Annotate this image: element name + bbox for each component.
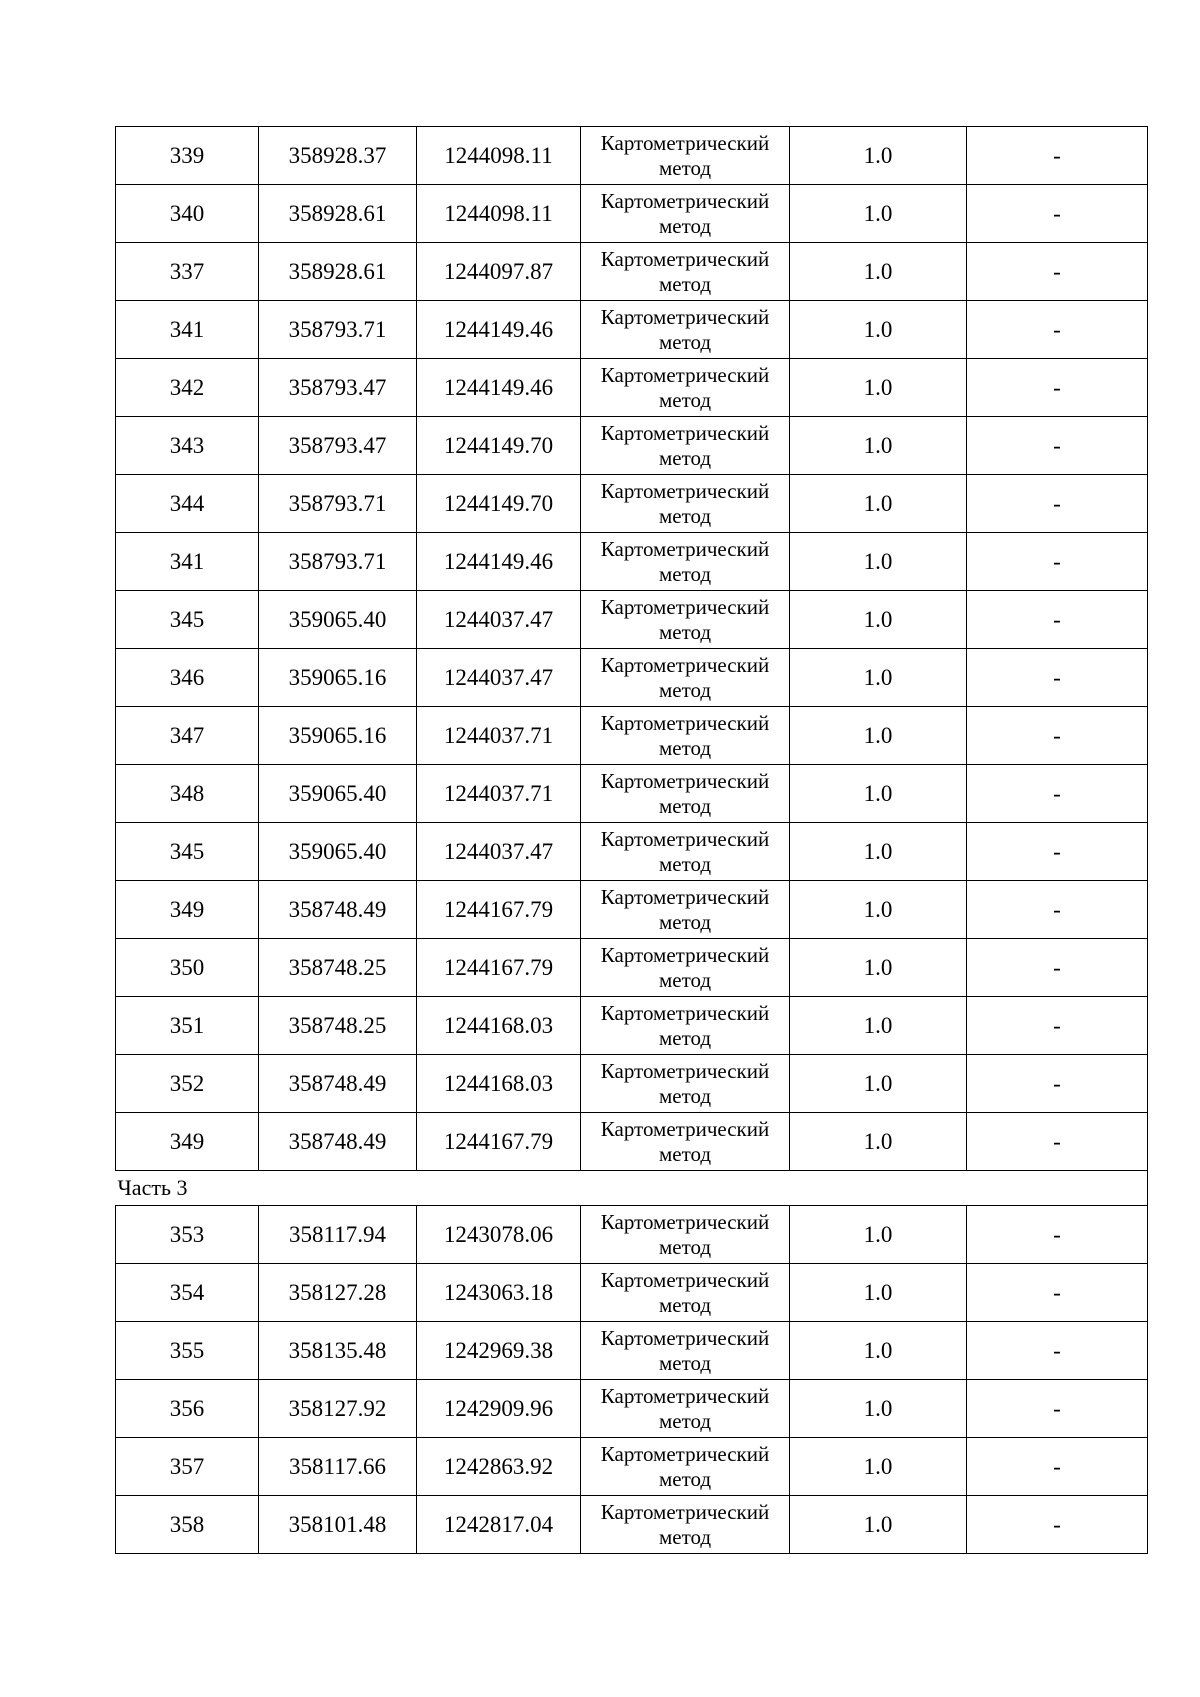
method-cell [581,1322,790,1380]
table-row [116,1264,1148,1322]
precision-cell: 1.0 [790,127,967,185]
x-coordinate-cell: 358793.71 [259,533,417,591]
y-coordinate-cell: 1244168.03 [417,1055,581,1113]
x-coordinate-cell: 358748.49 [259,1055,417,1113]
method-cell [581,1206,790,1264]
precision-cell: 1.0 [790,301,967,359]
point-number-cell: 346 [116,649,259,707]
method-cell [581,1264,790,1322]
x-coordinate-cell: 358793.71 [259,301,417,359]
precision-cell: 1.0 [790,707,967,765]
method-line-1: Картометрический [600,1059,770,1084]
table-row [116,591,1148,649]
x-coordinate-cell: 358793.47 [259,359,417,417]
y-coordinate-cell: 1244097.87 [417,243,581,301]
point-number-cell: 345 [116,823,259,881]
y-coordinate-cell: 1244037.47 [417,823,581,881]
x-coordinate-cell: 358748.25 [259,939,417,997]
x-coordinate-cell: 359065.40 [259,591,417,649]
description-cell: - [967,823,1148,881]
coordinates-table [115,126,1148,1554]
method-line-1: Картометрический [600,595,770,620]
method-line-1: Картометрический [600,769,770,794]
point-number-cell: 352 [116,1055,259,1113]
method-line-2: метод [658,329,712,354]
x-coordinate-cell: 358928.37 [259,127,417,185]
table-row [116,881,1148,939]
x-coordinate-cell: 359065.16 [259,707,417,765]
y-coordinate-cell: 1242817.04 [417,1496,581,1554]
y-coordinate-cell: 1243078.06 [417,1206,581,1264]
precision-cell: 1.0 [790,533,967,591]
y-coordinate-cell: 1244167.79 [417,881,581,939]
table-row [116,1113,1148,1171]
method-cell [581,707,790,765]
point-number-cell: 345 [116,591,259,649]
point-number-cell: 349 [116,1113,259,1171]
description-cell: - [967,243,1148,301]
x-coordinate-cell: 358928.61 [259,185,417,243]
y-coordinate-cell: 1244037.71 [417,765,581,823]
method-cell [581,1380,790,1438]
method-line-2: метод [658,735,712,760]
point-number-cell: 342 [116,359,259,417]
point-number-cell: 358 [116,1496,259,1554]
y-coordinate-cell: 1244149.70 [417,475,581,533]
precision-cell: 1.0 [790,475,967,533]
description-cell: - [967,881,1148,939]
section-title: Часть 3 [116,1171,1148,1206]
y-coordinate-cell: 1244149.70 [417,417,581,475]
method-line-1: Картометрический [600,421,770,446]
description-cell: - [967,765,1148,823]
table-row [116,823,1148,881]
description-cell: - [967,939,1148,997]
x-coordinate-cell: 359065.16 [259,649,417,707]
table-row [116,1055,1148,1113]
method-line-2: метод [658,793,712,818]
method-line-2: метод [658,967,712,992]
point-number-cell: 354 [116,1264,259,1322]
precision-cell: 1.0 [790,1438,967,1496]
table-row [116,475,1148,533]
x-coordinate-cell: 358928.61 [259,243,417,301]
table-row [116,185,1148,243]
table-row [116,243,1148,301]
method-line-1: Картометрический [600,1384,770,1409]
method-cell [581,533,790,591]
description-cell: - [967,1380,1148,1438]
method-line-1: Картометрический [600,1326,770,1351]
point-number-cell: 348 [116,765,259,823]
method-cell [581,185,790,243]
y-coordinate-cell: 1244037.71 [417,707,581,765]
precision-cell: 1.0 [790,1055,967,1113]
method-line-1: Картометрический [600,827,770,852]
method-cell [581,359,790,417]
method-line-2: метод [658,909,712,934]
y-coordinate-cell: 1244149.46 [417,533,581,591]
y-coordinate-cell: 1244037.47 [417,591,581,649]
method-line-2: метод [658,155,712,180]
point-number-cell: 351 [116,997,259,1055]
point-number-cell: 347 [116,707,259,765]
method-line-1: Картометрический [600,1210,770,1235]
method-line-1: Картометрический [600,885,770,910]
method-cell [581,243,790,301]
table-row [116,1438,1148,1496]
x-coordinate-cell: 358748.49 [259,881,417,939]
x-coordinate-cell: 358748.49 [259,1113,417,1171]
method-cell [581,1113,790,1171]
table-row [116,127,1148,185]
method-line-2: метод [658,1408,712,1433]
method-line-2: метод [658,677,712,702]
precision-cell: 1.0 [790,185,967,243]
table-row [116,997,1148,1055]
method-line-1: Картометрический [600,1117,770,1142]
method-line-2: метод [658,213,712,238]
precision-cell: 1.0 [790,591,967,649]
description-cell: - [967,1322,1148,1380]
precision-cell: 1.0 [790,823,967,881]
method-line-2: метод [658,445,712,470]
point-number-cell: 355 [116,1322,259,1380]
method-line-1: Картометрический [600,131,770,156]
method-line-1: Картометрический [600,1268,770,1293]
table-row [116,649,1148,707]
x-coordinate-cell: 358135.48 [259,1322,417,1380]
y-coordinate-cell: 1242863.92 [417,1438,581,1496]
y-coordinate-cell: 1244149.46 [417,359,581,417]
method-cell [581,417,790,475]
y-coordinate-cell: 1244149.46 [417,301,581,359]
table-row [116,1496,1148,1554]
y-coordinate-cell: 1244167.79 [417,1113,581,1171]
description-cell: - [967,301,1148,359]
method-cell [581,475,790,533]
precision-cell: 1.0 [790,1496,967,1554]
precision-cell: 1.0 [790,1113,967,1171]
x-coordinate-cell: 359065.40 [259,765,417,823]
description-cell: - [967,185,1148,243]
y-coordinate-cell: 1242909.96 [417,1380,581,1438]
precision-cell: 1.0 [790,1264,967,1322]
y-coordinate-cell: 1244037.47 [417,649,581,707]
description-cell: - [967,1206,1148,1264]
point-number-cell: 340 [116,185,259,243]
section-header-row [116,1171,1148,1206]
method-cell [581,765,790,823]
method-line-2: метод [658,1466,712,1491]
x-coordinate-cell: 358793.71 [259,475,417,533]
method-line-2: метод [658,1025,712,1050]
description-cell: - [967,1055,1148,1113]
description-cell: - [967,1113,1148,1171]
method-line-2: метод [658,271,712,296]
description-cell: - [967,1264,1148,1322]
precision-cell: 1.0 [790,359,967,417]
precision-cell: 1.0 [790,243,967,301]
y-coordinate-cell: 1244167.79 [417,939,581,997]
method-line-1: Картометрический [600,1500,770,1525]
method-line-1: Картометрический [600,363,770,388]
method-cell [581,823,790,881]
method-line-1: Картометрический [600,479,770,504]
table-row [116,765,1148,823]
method-line-2: метод [658,1083,712,1108]
precision-cell: 1.0 [790,1380,967,1438]
description-cell: - [967,707,1148,765]
description-cell: - [967,591,1148,649]
description-cell: - [967,1496,1148,1554]
point-number-cell: 349 [116,881,259,939]
description-cell: - [967,533,1148,591]
method-cell [581,997,790,1055]
y-coordinate-cell: 1244168.03 [417,997,581,1055]
precision-cell: 1.0 [790,765,967,823]
method-line-1: Картометрический [600,247,770,272]
point-number-cell: 341 [116,301,259,359]
method-line-2: метод [658,619,712,644]
table-row [116,939,1148,997]
method-line-2: метод [658,1141,712,1166]
point-number-cell: 356 [116,1380,259,1438]
precision-cell: 1.0 [790,1322,967,1380]
method-cell [581,1438,790,1496]
description-cell: - [967,1438,1148,1496]
description-cell: - [967,649,1148,707]
method-cell [581,1055,790,1113]
precision-cell: 1.0 [790,1206,967,1264]
table-row [116,301,1148,359]
table-row [116,1322,1148,1380]
method-line-1: Картометрический [600,1001,770,1026]
table-row [116,417,1148,475]
method-line-1: Картометрический [600,305,770,330]
method-line-1: Картометрический [600,943,770,968]
precision-cell: 1.0 [790,939,967,997]
point-number-cell: 337 [116,243,259,301]
method-line-2: метод [658,851,712,876]
x-coordinate-cell: 358127.28 [259,1264,417,1322]
point-number-cell: 344 [116,475,259,533]
table-row [116,533,1148,591]
description-cell: - [967,475,1148,533]
method-line-2: метод [658,1350,712,1375]
point-number-cell: 350 [116,939,259,997]
x-coordinate-cell: 358101.48 [259,1496,417,1554]
precision-cell: 1.0 [790,997,967,1055]
coordinates-table-body [116,127,1148,1554]
method-line-2: метод [658,1292,712,1317]
method-line-1: Картометрический [600,1442,770,1467]
method-line-2: метод [658,387,712,412]
point-number-cell: 353 [116,1206,259,1264]
x-coordinate-cell: 359065.40 [259,823,417,881]
y-coordinate-cell: 1243063.18 [417,1264,581,1322]
description-cell: - [967,997,1148,1055]
precision-cell: 1.0 [790,417,967,475]
method-line-2: метод [658,561,712,586]
method-cell [581,939,790,997]
method-line-2: метод [658,503,712,528]
method-line-2: метод [658,1524,712,1549]
precision-cell: 1.0 [790,881,967,939]
method-line-1: Картометрический [600,189,770,214]
method-line-1: Картометрический [600,537,770,562]
method-cell [581,301,790,359]
method-cell [581,591,790,649]
table-row [116,1380,1148,1438]
point-number-cell: 341 [116,533,259,591]
description-cell: - [967,127,1148,185]
table-row [116,359,1148,417]
description-cell: - [967,417,1148,475]
y-coordinate-cell: 1244098.11 [417,127,581,185]
y-coordinate-cell: 1244098.11 [417,185,581,243]
x-coordinate-cell: 358117.66 [259,1438,417,1496]
x-coordinate-cell: 358117.94 [259,1206,417,1264]
table-row [116,707,1148,765]
method-line-1: Картометрический [600,711,770,736]
method-line-1: Картометрический [600,653,770,678]
method-line-2: метод [658,1234,712,1259]
point-number-cell: 357 [116,1438,259,1496]
y-coordinate-cell: 1242969.38 [417,1322,581,1380]
precision-cell: 1.0 [790,649,967,707]
point-number-cell: 339 [116,127,259,185]
method-cell [581,127,790,185]
description-cell: - [967,359,1148,417]
method-cell [581,881,790,939]
method-cell [581,649,790,707]
x-coordinate-cell: 358127.92 [259,1380,417,1438]
method-cell [581,1496,790,1554]
x-coordinate-cell: 358748.25 [259,997,417,1055]
x-coordinate-cell: 358793.47 [259,417,417,475]
point-number-cell: 343 [116,417,259,475]
table-row [116,1206,1148,1264]
